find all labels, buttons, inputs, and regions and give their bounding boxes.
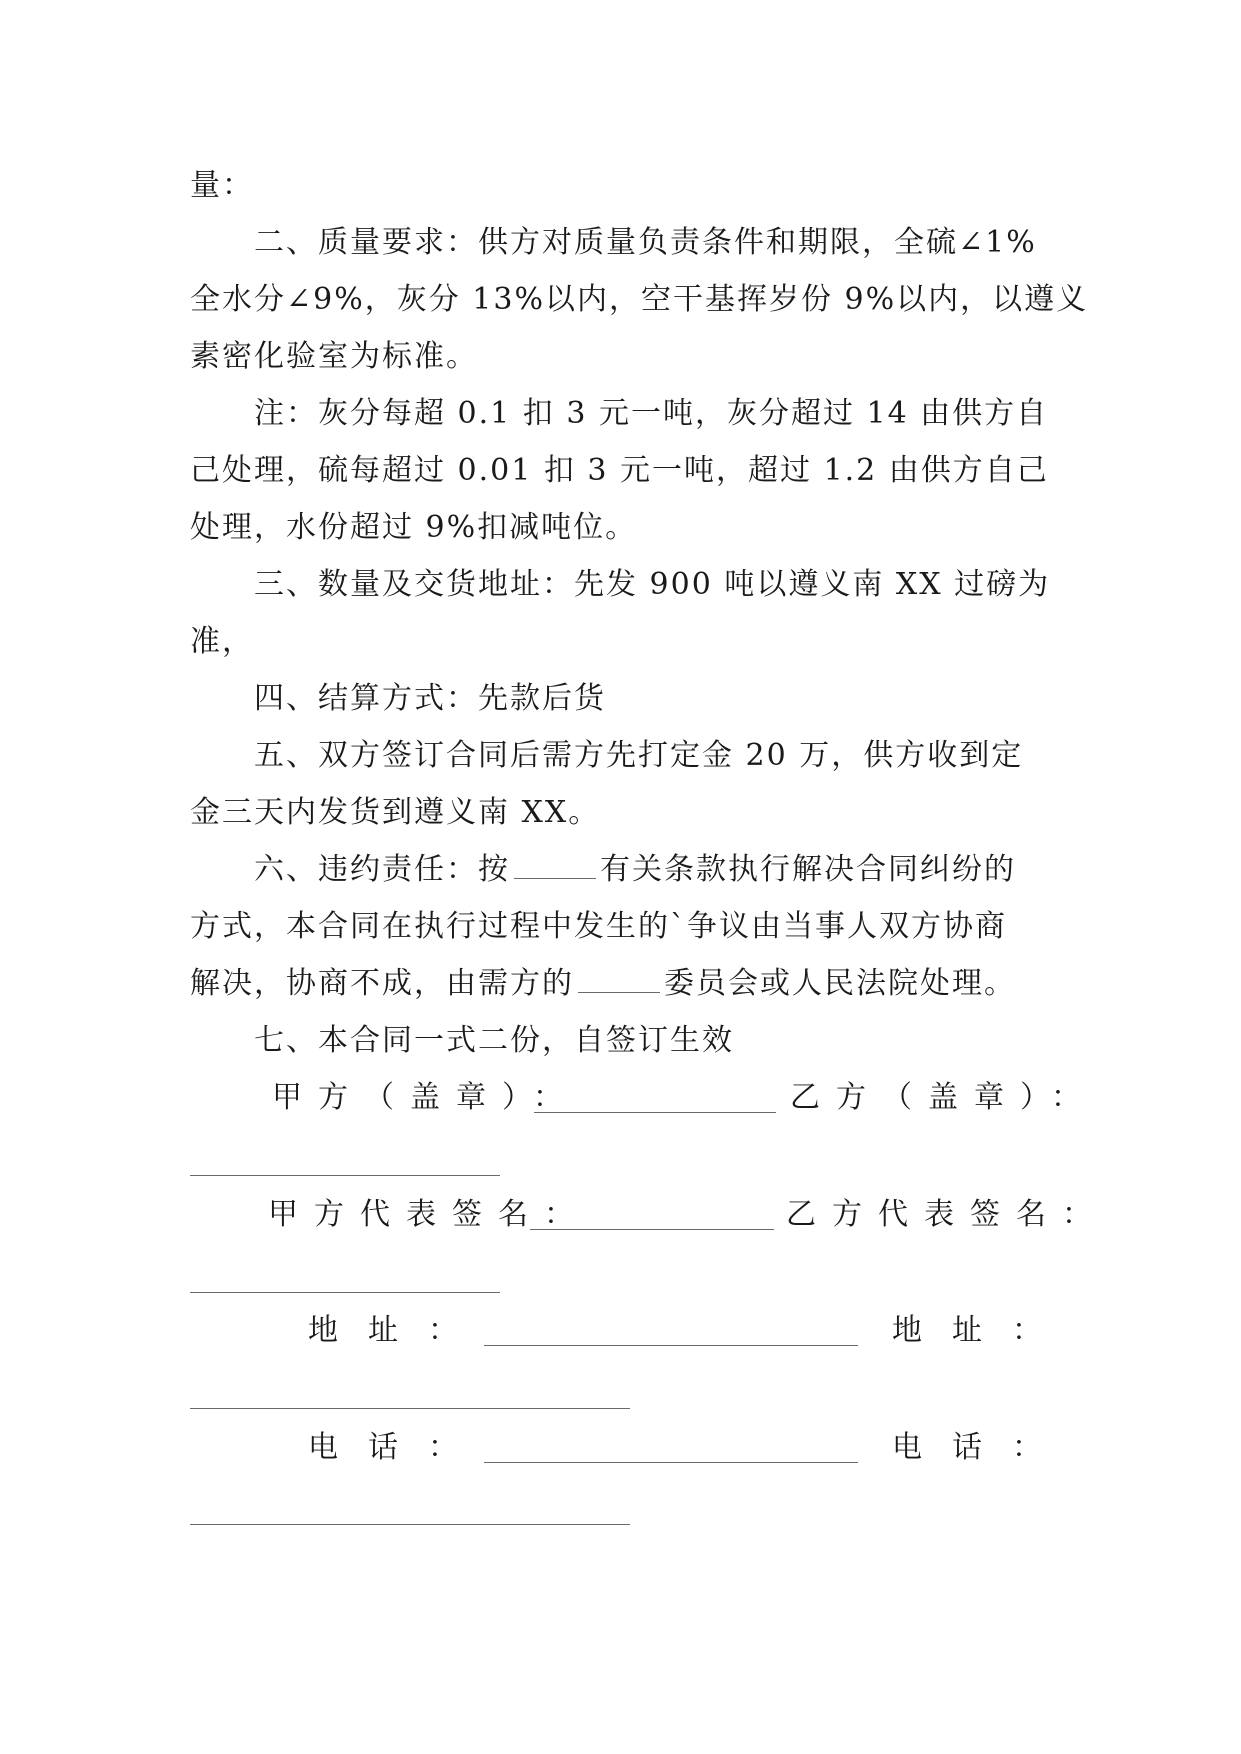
fill-in-blank[interactable]	[578, 966, 660, 993]
clause-6-text-c: 解决，协商不成，由需方的	[190, 966, 574, 1001]
clause-7-copies: 七、本合同一式二份，自签订生效	[254, 1023, 734, 1058]
party-a-seal-label: 甲方（盖章）：	[272, 1080, 579, 1115]
party-a-phone-blank[interactable]	[484, 1462, 858, 1463]
clause-6-liability-line-1	[254, 850, 1060, 890]
clause-2-quality-line-2: 全水分∠9%，灰分 13%以内，空干基挥岁份 9%以内，以遵义	[190, 282, 1089, 317]
clause-6-text-b: 有关条款执行解决合同纠纷的	[600, 852, 1016, 887]
fill-in-blank[interactable]	[514, 852, 596, 879]
clause-5-deposit-line-2: 金三天内发货到遵义南 XX。	[190, 795, 601, 830]
party-a-rep-label: 甲方代表签名：	[268, 1197, 590, 1232]
clause-6-liability-line-2: 方式，本合同在执行过程中发生的`争议由当事人双方协商	[190, 909, 1007, 944]
party-a-rep-blank[interactable]	[530, 1229, 774, 1230]
party-a-phone-label: 电话：	[308, 1430, 488, 1465]
clause-3-quantity-line-2: 准，	[190, 624, 254, 659]
party-b-rep-label: 乙方代表签名：	[786, 1197, 1108, 1232]
party-a-seal-blank[interactable]	[534, 1112, 776, 1113]
party-a-address-blank[interactable]	[484, 1345, 858, 1346]
clause-2-quality-line-3: 素密化验室为标准。	[190, 339, 478, 374]
party-a-address-label: 地址：	[308, 1313, 488, 1348]
party-b-phone-blank[interactable]	[190, 1524, 630, 1525]
note-line-2: 己处理，硫每超过 0.01 扣 3 元一吨，超过 1.2 由供方自己	[190, 453, 1049, 488]
clause-6-text-a: 六、违约责任：按	[254, 852, 510, 887]
party-b-address-blank[interactable]	[190, 1408, 630, 1409]
clause-6-liability-line-3	[190, 964, 1060, 1004]
address-row	[190, 1311, 1072, 1351]
clause-5-deposit-line-1: 五、双方签订合同后需方先打定金 20 万，供方收到定	[254, 738, 1024, 773]
party-b-phone-label: 电话：	[892, 1430, 1072, 1465]
clause-4-settlement: 四、结算方式：先款后货	[254, 681, 606, 716]
party-b-address-label: 地址：	[892, 1313, 1072, 1348]
text-line-1: 量：	[190, 168, 254, 203]
note-line-3: 处理，水份超过 9%扣减吨位。	[190, 510, 638, 545]
clause-2-quality-line-1: 二、质量要求：供方对质量负责条件和期限，全硫∠1%	[254, 225, 1037, 260]
note-line-1: 注：灰分每超 0.1 扣 3 元一吨，灰分超过 14 由供方自	[254, 396, 1049, 431]
clause-6-text-d: 委员会或人民法院处理。	[664, 966, 1016, 1001]
party-b-rep-blank[interactable]	[190, 1292, 500, 1293]
party-b-seal-label: 乙方（盖章）：	[790, 1080, 1097, 1115]
clause-3-quantity-line-1: 三、数量及交货地址：先发 900 吨以遵义南 XX 过磅为	[254, 567, 1051, 602]
seal-row	[190, 1078, 1097, 1118]
representative-row	[190, 1195, 1108, 1235]
phone-row	[190, 1428, 1072, 1468]
party-b-seal-blank[interactable]	[190, 1175, 500, 1176]
